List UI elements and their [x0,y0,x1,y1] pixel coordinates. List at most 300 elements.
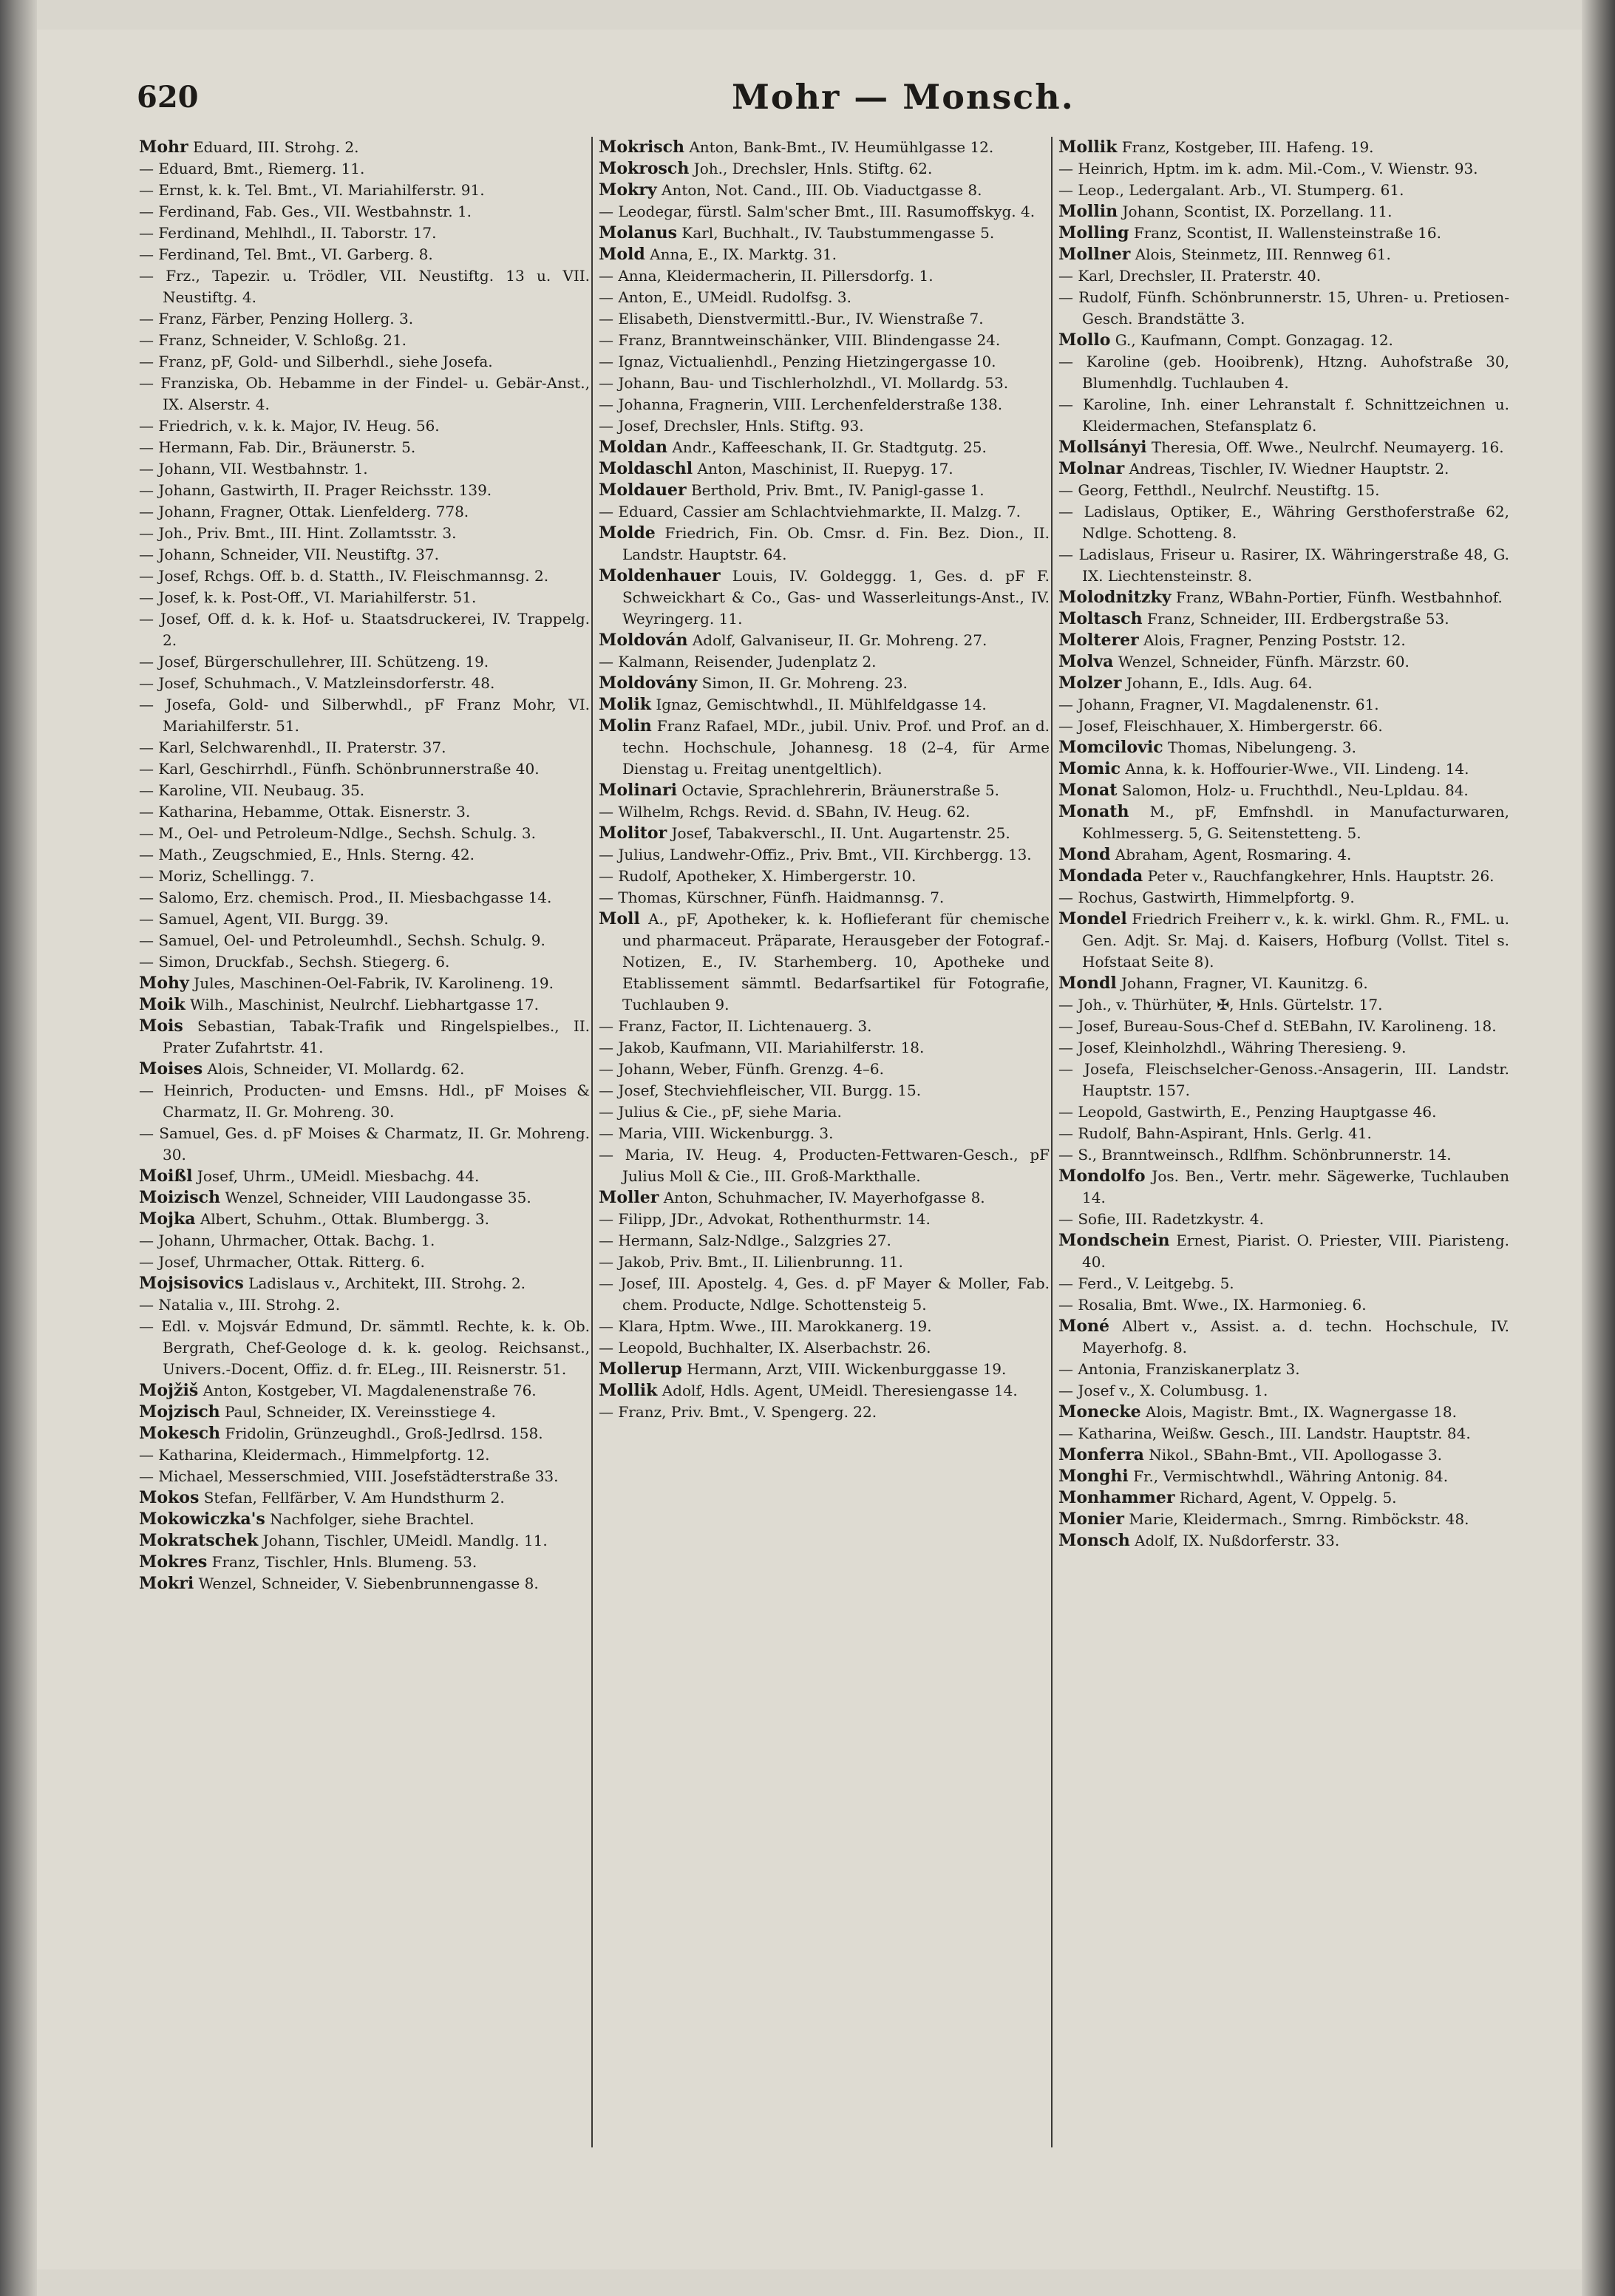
entry-text: — Rosalia, Bmt. Wwe., IX. Harmonieg. 6. [1058,1296,1367,1314]
entry-text: — Josefa, Fleischselcher-Genoss.-Ansagerin, III. Landstr. Hauptstr. 157. [1058,1060,1509,1099]
entry-text: — Karoline, VII. Neubaug. 35. [139,781,365,799]
directory-entry [1058,973,1509,994]
entry-text: — Edl. v. Mojsvár Edmund, Dr. sämmtl. Rechte, k. k. Ob. Bergrath, Chef-Geologe d. k. k. geolog. Reichsanst., Univers.-Docent, Offiz. d. fr. ELeg., III. Reisnerstr. 51. [139,1317,590,1378]
entry-surname: Mondschein [1058,1231,1170,1250]
directory-entry [1058,330,1509,351]
entry-text: — Joh., Priv. Bmt., III. Hint. Zollamtsstr. 3. [139,524,457,542]
entry-surname: Molnar [1058,459,1125,478]
entry-text: — Natalia v., III. Strohg. 2. [139,1296,341,1314]
entry-text: — Josef, III. Apostelg. 4, Ges. d. pF Mayer & Moller, Fab. chem. Producte, Ndlge. Schottensteig 5. [599,1274,1050,1314]
entry-surname: Monecke [1058,1402,1141,1422]
entry-text: — Simon, Druckfab., Sechsh. Stiegerg. 6. [139,953,450,971]
entry-text: Fr., Vermischtwhdl., Währing Antonig. 84. [1133,1467,1449,1485]
entry-text: — Eduard, Cassier am Schlachtviehmarkte, II. Malzg. 7. [599,503,1021,520]
entry-surname: Mojžiš [139,1381,199,1400]
directory-entry [139,1423,590,1444]
entry-surname: Mollner [1058,245,1131,264]
directory-entry [1058,201,1509,223]
entry-text: — Math., Zeugschmied, E., Hnls. Sterng. 42. [139,846,475,863]
page-number: 620 [137,80,199,115]
directory-entry [599,330,1050,351]
entry-text: Anton, Maschinist, II. Ruepyg. 17. [697,460,953,478]
entry-text: — Josef v., X. Columbusg. 1. [1058,1382,1268,1399]
entry-surname: Momcilovic [1058,738,1163,757]
directory-entry [1058,351,1509,394]
entry-surname: Moizisch [139,1188,221,1207]
entry-text: — Franziska, Ob. Hebamme in der Findel- u. Gebär-Anst., IX. Alserstr. 4. [139,374,590,413]
entry-text: Abraham, Agent, Rosmaring. 4. [1115,846,1352,863]
entry-surname: Mokowiczka's [139,1509,265,1529]
directory-entry [599,1273,1050,1316]
entry-surname: Mokry [599,180,657,200]
entry-text: Eduard, III. Strohg. 2. [192,138,359,156]
directory-entry [599,1337,1050,1359]
entry-text: Wenzel, Schneider, Fünfh. Märzstr. 60. [1118,653,1410,670]
entry-text: Octavie, Sprachlehrerin, Bräunerstraße 5. [681,781,1000,799]
directory-entry [1058,458,1509,480]
entry-text: Marie, Kleidermach., Smrng. Rimböckstr. 48. [1129,1510,1469,1528]
entry-text: — Johann, VII. Westbahnstr. 1. [139,460,368,478]
entry-surname: Mojka [139,1209,196,1229]
directory-entry [139,458,590,480]
directory-entry [139,1230,590,1251]
directory-entry [599,223,1050,244]
entry-text: — Moriz, Schellingg. 7. [139,867,315,885]
entry-text: Andreas, Tischler, IV. Wiedner Hauptstr. 2. [1129,460,1449,478]
entry-surname: Mois [139,1016,183,1036]
entry-text: Johann, Fragner, VI. Kaunitzg. 6. [1121,974,1368,992]
column-divider-2 [1051,137,1053,2147]
directory-entry [139,1016,590,1059]
entry-surname: Monferra [1058,1445,1144,1464]
directory-entry [599,437,1050,458]
entry-surname: Molodnitzky [1058,588,1172,607]
entry-text: Sebastian, Tabak-Trafik und Ringelspielbes., II. Prater Zufahrtstr. 41. [163,1017,590,1056]
entry-text: — Julius & Cie., pF, siehe Maria. [599,1103,842,1121]
entry-surname: Molling [1058,223,1129,242]
entry-text: Ladislaus v., Architekt, III. Strohg. 2. [248,1274,526,1292]
entry-text: — Elisabeth, Dienstvermittl.-Bur., IV. Wienstraße 7. [599,310,984,327]
directory-entry [1058,758,1509,780]
directory-entry [139,437,590,458]
entry-text: Wilh., Maschinist, Neulrchf. Liebhartgasse 17. [190,996,540,1013]
directory-entry [139,780,590,801]
entry-surname: Moißl [139,1166,193,1186]
directory-entry [139,1251,590,1273]
entry-text: Johann, E., Idls. Aug. 64. [1126,674,1313,692]
directory-entry [139,1059,590,1080]
entry-text: — Jakob, Kaufmann, VII. Mariahilferstr. 18. [599,1039,925,1056]
directory-entry [139,673,590,694]
directory-entry [1058,608,1509,630]
entry-text: — Karl, Selchwarenhdl., II. Praterstr. 37. [139,738,446,756]
directory-entry [599,1402,1050,1423]
entry-text: — Julius, Landwehr-Offiz., Priv. Bmt., VII. Kirchbergg. 13. [599,846,1032,863]
directory-entry [1058,158,1509,180]
directory-entry [599,801,1050,823]
directory-entry [139,1466,590,1487]
entry-text: Ernest, Piarist. O. Priester, VIII. Piaristeng. 40. [1082,1232,1509,1271]
directory-entry [139,908,590,930]
entry-text: Adolf, IX. Nußdorferstr. 33. [1135,1532,1340,1549]
entry-text: — Franz, Branntweinschänker, VIII. Blindengasse 24. [599,331,1001,349]
entry-text: — Karl, Geschirrhdl., Fünfh. Schönbrunnerstraße 40. [139,760,540,778]
entry-text: Albert, Schuhm., Ottak. Blumbergg. 3. [200,1210,489,1228]
entry-text: — Samuel, Ges. d. pF Moises & Charmatz, II. Gr. Mohreng. 30. [139,1124,590,1164]
directory-entry [599,1316,1050,1337]
directory-entry [139,1123,590,1166]
entry-surname: Moises [139,1059,203,1079]
entry-text: — Samuel, Oel- und Petroleumhdl., Sechsh. Schulg. 9. [139,931,545,949]
entry-text: Joh., Drechsler, Hnls. Stiftg. 62. [693,160,933,177]
directory-entry [139,1209,590,1230]
entry-text: — Rochus, Gastwirth, Himmelpfortg. 9. [1058,889,1355,906]
directory-entry [1058,630,1509,651]
directory-entry [1058,1294,1509,1316]
entry-text: — Ernst, k. k. Tel. Bmt., VI. Mariahilferstr. 91. [139,181,485,199]
entry-text: — Franz, Priv. Bmt., V. Spengerg. 22. [599,1403,877,1421]
entry-text: — Georg, Fetthdl., Neulrchf. Neustiftg. 15. [1058,481,1380,499]
directory-entry [599,1037,1050,1059]
entry-surname: Moldan [599,438,668,457]
directory-entry [599,201,1050,223]
entry-surname: Monsch [1058,1531,1130,1550]
directory-entry [599,694,1050,716]
directory-entry [139,973,590,994]
directory-entry [139,737,590,758]
directory-entry [139,994,590,1016]
directory-entry [599,866,1050,887]
entry-text: Anton, Kostgeber, VI. Magdalenenstraße 76. [203,1382,537,1399]
entry-surname: Molzer [1058,673,1122,693]
directory-entry [139,1316,590,1380]
entry-surname: Mold [599,245,645,264]
entry-surname: Mondolfo [1058,1166,1146,1186]
directory-entry [139,180,590,201]
directory-entry [139,930,590,951]
entry-text: Alois, Magistr. Bmt., IX. Wagnergasse 18. [1146,1403,1457,1421]
entry-text: Albert v., Assist. a. d. techn. Hochschule, IV. Mayerhofg. 8. [1082,1317,1509,1356]
directory-entry [599,565,1050,630]
directory-entry [139,608,590,651]
entry-surname: Moik [139,995,186,1014]
directory-entry [139,1187,590,1209]
entry-text: — Johann, Schneider, VII. Neustiftg. 37. [139,546,439,563]
entry-text: Paul, Schneider, IX. Vereinsstiege 4. [224,1403,496,1421]
entry-surname: Mollsányi [1058,438,1147,457]
entry-text: — Katharina, Hebamme, Ottak. Eisnerstr. 3. [139,803,471,821]
directory-entry [139,1552,590,1573]
entry-text: — Johann, Bau- und Tischlerholzhdl., VI. Mollardg. 53. [599,374,1009,392]
entry-text: — Michael, Messerschmied, VIII. Josefstädterstraße 33. [139,1467,559,1485]
entry-text: Adolf, Galvaniseur, II. Gr. Mohreng. 27. [692,631,987,649]
entry-text: — Samuel, Agent, VII. Burgg. 39. [139,910,389,928]
entry-surname: Mollo [1058,330,1111,350]
entry-text: — Franz, Färber, Penzing Hollerg. 3. [139,310,414,327]
entry-text: — Rudolf, Fünfh. Schönbrunnerstr. 15, Uhren- u. Pretiosen-Gesch. Brandstätte 3. [1058,288,1509,327]
entry-text: — Maria, IV. Heug. 4, Producten-Fettwaren-Gesch., pF Julius Moll & Cie., III. Groß-Markthalle. [599,1146,1050,1185]
entry-text: Franz, Scontist, II. Wallensteinstraße 16. [1133,224,1441,242]
entry-text: Friedrich Freiherr v., k. k. wirkl. Ghm. R., FML. u. Gen. Adjt. Sr. Maj. d. Kaisers, Hofburg (Vollst. Titel s. Hofstaat Seite 8). [1082,910,1509,971]
entry-surname: Mojzisch [139,1402,220,1422]
directory-entry [1058,544,1509,587]
entry-text: Josef, Uhrm., UMeidl. Miesbachg. 44. [197,1167,480,1185]
directory-entry [599,1230,1050,1251]
entry-text: — Josef, Rchgs. Off. b. d. Statth., IV. Fleischmannsg. 2. [139,567,549,585]
entry-surname: Moné [1058,1317,1110,1336]
directory-entry [139,330,590,351]
directory-entry [599,287,1050,308]
directory-entry [139,137,590,158]
directory-entry [599,1209,1050,1230]
directory-entry [139,544,590,565]
entry-text: Nikol., SBahn-Bmt., VII. Apollogasse 3. [1149,1446,1443,1464]
entry-surname: Mondel [1058,909,1127,928]
directory-entry [1058,1359,1509,1380]
directory-entry [139,1273,590,1294]
directory-entry [1058,1123,1509,1144]
directory-entry [1058,1166,1509,1209]
directory-entry [1058,1037,1509,1059]
entry-text: — Karoline, Inh. einer Lehranstalt f. Schnittzeichnen u. Kleidermachen, Stefansplatz 6. [1058,395,1509,435]
directory-entry [139,501,590,523]
entry-text: Louis, IV. Goldeggg. 1, Ges. d. pF F. Schweickhart & Co., Gas- und Wasserleitungs-Anst., IV. Weyringerg. 11. [622,567,1050,628]
entry-text: — Filipp, JDr., Advokat, Rothenthurmstr. 14. [599,1210,931,1228]
entry-surname: Moldovány [599,673,698,693]
directory-entry [1058,1380,1509,1402]
entry-text: — Leodegar, fürstl. Salm'scher Bmt., III. Rasumoffskyg. 4. [599,203,1036,220]
entry-text: — Heinrich, Hptm. im k. adm. Mil.-Com., V. Wienstr. 93. [1058,160,1478,177]
entry-text: — Frz., Tapezir. u. Trödler, VII. Neustiftg. 13 u. VII. Neustiftg. 4. [139,267,590,306]
entry-text: G., Kaufmann, Compt. Gonzagag. 12. [1115,331,1393,349]
entry-text: — Ignaz, Victualienhdl., Penzing Hietzingergasse 10. [599,353,996,370]
entry-surname: Mondl [1058,974,1117,993]
directory-entry [1058,673,1509,694]
directory-entry [599,823,1050,844]
entry-text: Wenzel, Schneider, VIII Laudongasse 35. [225,1189,531,1206]
entry-surname: Mokrosch [599,159,690,178]
entry-text: Salomon, Holz- u. Fruchthdl., Neu-Lpldau. 84. [1121,781,1469,799]
directory-entry [139,223,590,244]
entry-text: Simon, II. Gr. Mohreng. 23. [701,674,908,692]
entry-text: Nachfolger, siehe Brachtel. [270,1510,475,1528]
directory-entry [1058,265,1509,287]
entry-text: — Friedrich, v. k. k. Major, IV. Heug. 56. [139,417,440,435]
entry-text: Jules, Maschinen-Oel-Fabrik, IV. Karolineng. 19. [194,974,554,992]
directory-entry [599,458,1050,480]
entry-text: — Franz, Schneider, V. Schloßg. 21. [139,331,407,349]
entry-surname: Molin [599,716,652,736]
entry-text: Wenzel, Schneider, V. Siebenbrunnengasse 8. [198,1575,539,1592]
directory-entry [599,523,1050,565]
directory-entry [1058,437,1509,458]
entry-text: — Ferdinand, Fab. Ges., VII. Westbahnstr. 1. [139,203,472,220]
entry-text: — Jakob, Priv. Bmt., II. Lilienbrunng. 11. [599,1253,903,1271]
directory-entry [1058,587,1509,608]
directory-entry [139,801,590,823]
entry-text: — Leopold, Gastwirth, E., Penzing Hauptgasse 46. [1058,1103,1437,1121]
column-divider-1 [591,137,593,2147]
entry-surname: Mokos [139,1488,200,1507]
entry-text: — Eduard, Bmt., Riemerg. 11. [139,160,365,177]
entry-surname: Monhammer [1058,1488,1175,1507]
entry-text: — Johann, Gastwirth, II. Prager Reichsstr. 139. [139,481,492,499]
directory-entry [599,1144,1050,1187]
directory-entry [599,844,1050,866]
entry-text: — Josefa, Gold- und Silberwhdl., pF Franz Mohr, VI. Mariahilferstr. 51. [139,696,590,735]
directory-entry [139,351,590,373]
directory-entry [1058,501,1509,544]
directory-entry [139,565,590,587]
entry-surname: Moller [599,1188,659,1207]
entry-text: Johann, Tischler, UMeidl. Mandlg. 11. [262,1532,548,1549]
entry-text: Anton, Bank-Bmt., IV. Heumühlgasse 12. [689,138,994,156]
entry-text: — Klara, Hptm. Wwe., III. Marokkanerg. 19. [599,1317,932,1335]
directory-entry [139,244,590,265]
directory-entry [139,158,590,180]
entry-text: — Josef, Kleinholzhdl., Währing Theresieng. 9. [1058,1039,1407,1056]
entry-text: — Ladislaus, Friseur u. Rasirer, IX. Währingerstraße 48, G. IX. Liechtensteinstr. 8. [1058,546,1509,585]
directory-entry [599,137,1050,158]
directory-entry [139,823,590,844]
entry-surname: Mond [1058,845,1111,864]
directory-entry [139,1573,590,1594]
directory-entry [1058,1059,1509,1101]
directory-entry [139,201,590,223]
directory-entry [599,1187,1050,1209]
entry-text: Thomas, Nibelungeng. 3. [1167,738,1356,756]
directory-entry [139,1530,590,1552]
entry-text: Hermann, Arzt, VIII. Wickenburggasse 19. [687,1360,1007,1378]
entry-surname: Monat [1058,781,1118,800]
entry-text: — Hermann, Salz-Ndlge., Salzgries 27. [599,1232,891,1249]
entry-surname: Monier [1058,1509,1124,1529]
entry-text: — Josef, Stechviehfleischer, VII. Burgg. 15. [599,1081,922,1099]
entry-text: — S., Branntweinsch., Rdlfhm. Schönbrunnerstr. 14. [1058,1146,1452,1164]
entry-text: Alois, Schneider, VI. Mollardg. 62. [207,1060,465,1078]
directory-entry [139,1487,590,1509]
entry-text: — Leopold, Buchhalter, IX. Alserbachstr. 26. [599,1339,931,1356]
entry-text: — Josef, Bureau-Sous-Chef d. StEBahn, IV. Karolineng. 18. [1058,1017,1497,1035]
entry-text: Anna, E., IX. Marktg. 31. [650,245,837,263]
directory-entry [1058,716,1509,737]
directory-entry [1058,1530,1509,1552]
directory-entry [599,1080,1050,1101]
entry-text: Andr., Kaffeeschank, II. Gr. Stadtgutg. 25. [672,438,987,456]
entry-surname: Molik [599,695,651,714]
directory-entry [599,180,1050,201]
directory-entry [1058,137,1509,158]
entry-text: Theresia, Off. Wwe., Neulrchf. Neumayerg. 16. [1151,438,1504,456]
directory-entry [1058,1101,1509,1123]
directory-entry [1058,1230,1509,1273]
entry-text: — Josef, Fleischhauer, X. Himbergerstr. 66. [1058,717,1383,735]
entry-text: Peter v., Rauchfangkehrer, Hnls. Hauptstr. 26. [1147,867,1495,885]
directory-entry [1058,480,1509,501]
directory-entry [599,887,1050,908]
entry-text: — Ladislaus, Optiker, E., Währing Gersthoferstraße 62, Ndlge. Schotteng. 8. [1058,503,1509,542]
directory-entry [1058,1144,1509,1166]
entry-text: — Joh., v. Thürhüter, ✠, Hnls. Gürtelstr. 17. [1058,996,1383,1013]
directory-entry [599,394,1050,415]
entry-text: — Johann, Fragner, Ottak. Lienfelderg. 778. [139,503,469,520]
directory-entry [599,908,1050,1016]
directory-entry [139,844,590,866]
entry-surname: Moldaschl [599,459,693,478]
entry-text: Josef, Tabakverschl., II. Unt. Augartenstr. 25. [671,824,1010,842]
entry-surname: Mollik [1058,137,1118,157]
directory-entry [139,1444,590,1466]
entry-text: — Sofie, III. Radetzkystr. 4. [1058,1210,1264,1228]
entry-text: Stefan, Fellfärber, V. Am Hundsthurm 2. [203,1489,505,1507]
entry-surname: Mollerup [599,1359,682,1379]
entry-surname: Monghi [1058,1467,1129,1486]
directory-entry [1058,1487,1509,1509]
entry-text: Fridolin, Grünzeughdl., Groß-Jedlrsd. 158. [225,1424,543,1442]
entry-text: — Josef, Uhrmacher, Ottak. Ritterg. 6. [139,1253,425,1271]
directory-entry [599,308,1050,330]
entry-text: Franz, Tischler, Hnls. Blumeng. 53. [211,1553,477,1571]
entry-surname: Moll [599,909,640,928]
directory-entry [599,651,1050,673]
entry-text: — Anna, Kleidermacherin, II. Pillersdorfg. 1. [599,267,934,285]
directory-entry [1058,223,1509,244]
entry-text: Jos. Ben., Vertr. mehr. Sägewerke, Tuchlauben 14. [1082,1167,1509,1206]
entry-text: — Johann, Weber, Fünfh. Grenzg. 4–6. [599,1060,884,1078]
column-3 [1058,137,1509,2147]
entry-text: — Ferdinand, Tel. Bmt., VI. Garberg. 8. [139,245,433,263]
entry-surname: Molitor [599,823,667,843]
directory-entry [1058,1016,1509,1037]
entry-text: — Johann, Fragner, VI. Magdalenenstr. 61. [1058,696,1379,713]
entry-surname: Molde [599,523,656,543]
entry-surname: Mokres [139,1552,208,1572]
entry-surname: Monath [1058,802,1129,821]
directory-entry [1058,780,1509,801]
directory-entry [139,887,590,908]
entry-surname: Moldován [599,631,688,650]
entry-text: Franz Rafael, MDr., jubil. Univ. Prof. und Prof. an d. techn. Hochschule, Johannesg. 18 (2–4, für Arme Dienstag u. Freitag unentgeltlich). [622,717,1050,778]
directory-entry [599,1059,1050,1080]
directory-entry [599,244,1050,265]
running-head: Mohr — Monsch. [732,77,1075,117]
entry-text: — Rudolf, Bahn-Aspirant, Hnls. Gerlg. 41. [1058,1124,1372,1142]
entry-surname: Mokrisch [599,137,684,157]
entry-text: — Josef, Off. d. k. k. Hof- u. Staatsdruckerei, IV. Trappelg. 2. [139,610,590,649]
directory-entry [1058,180,1509,201]
entry-text: Karl, Buchhalt., IV. Taubstummengasse 5. [681,224,995,242]
entry-surname: Momic [1058,759,1121,778]
entry-text: — Anton, E., UMeidl. Rudolfsg. 3. [599,288,851,306]
entry-surname: Mohr [139,137,188,157]
directory-entry [1058,244,1509,265]
directory-entry [139,1509,590,1530]
directory-entry [1058,694,1509,716]
entry-surname: Mokesch [139,1424,221,1443]
directory-entry [139,265,590,308]
directory-entry [139,1294,590,1316]
entry-text: Richard, Agent, V. Oppelg. 5. [1179,1489,1397,1507]
directory-entry [1058,394,1509,437]
entry-text: — Kalmann, Reisender, Judenplatz 2. [599,653,877,670]
entry-text: Franz, Kostgeber, III. Hafeng. 19. [1121,138,1374,156]
directory-entry [599,158,1050,180]
directory-entry [1058,908,1509,973]
entry-surname: Moldauer [599,480,687,500]
entry-surname: Molanus [599,223,678,242]
entry-text: — Katharina, Kleidermach., Himmelpfortg. 12. [139,1446,490,1464]
directory-entry [1058,994,1509,1016]
